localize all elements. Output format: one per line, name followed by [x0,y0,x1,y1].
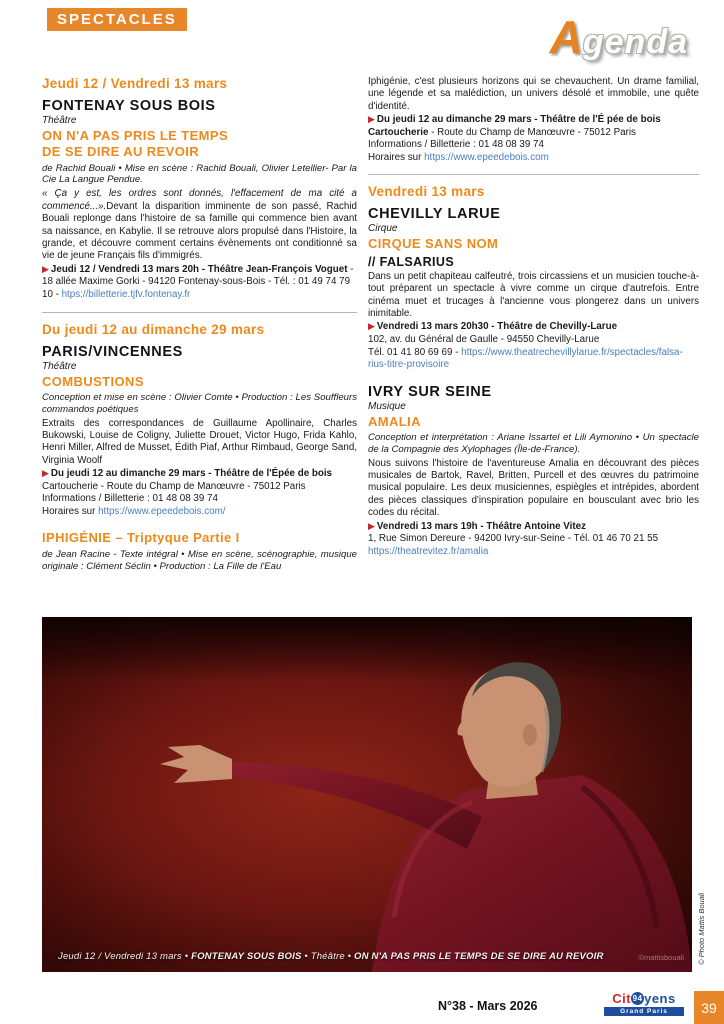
info-hours-label: Horaires sur [42,505,99,517]
logo-text-part1: Cit [612,991,632,1006]
page-number: 39 [694,991,724,1024]
booking-link[interactable]: htps://billetterie.tjfv.fontenay.fr [61,288,191,300]
event-date-heading: Du jeudi 12 au dimanche 29 mars [42,321,265,337]
show-description: Dans un petit chapiteau calfeutré, trois circassiens et un musicien touche-à-tout préparent un spectacle à vivre comme un cirque d'autrefois. Entre cinéma muet et trucages à l'ancienne vous plongerez dans un univers inimitable. [368,270,699,319]
show-title [42,128,357,161]
event-genre: Musique [368,400,406,412]
show-description: Nous suivons l'histoire de l'aventureuse Amalia en découvrant des pièces musicales de Bartok, Ravel, Britten, Purcell et des œuvres du patrimoine musical populaire. Les deux musiciennes, espiègles et intrépides, abordent des pièces classiques d'inspiration populaire en bousculant avec brio les codes du récital. [368,457,699,519]
left-column [42,76,357,574]
photo-credit-vertical: © Photo Mattis Bouali [697,892,706,965]
event-city: CHEVILLY LARUE [368,206,501,223]
photo-illustration [42,617,692,972]
caption-title: ON N'A PAS PRIS LE TEMPS DE SE DIRE AU REVOIR [354,951,604,962]
show-description: Iphigénie, c'est plusieurs horizons qui se chevauchent. Un drame familial, une légende et sa malédiction, un univers désolé et immobile, une quête d'identité. [368,76,699,112]
info-phone: Informations / Billetterie : 01 48 08 39 74 [368,139,544,151]
publisher-logo-word [604,992,684,1006]
info-date-venue: Vendredi 13 mars 19h - Théâtre Antoine Vitez [376,520,586,532]
quote-text: « Ça y est, les ordres sont donnés, l'effacement de ma cité a commencé...». [42,188,357,212]
event-city: IVRY SUR SEINE [368,383,492,400]
info-phone: Tél. 01 41 80 69 69 - [368,346,462,358]
info-venue-name: Cartoucherie [368,126,429,138]
practical-info [368,321,699,371]
info-date-venue: Du jeudi 12 au dimanche 29 mars - Théâtre de l'Épée de bois [50,468,333,480]
caption-genre: • Théâtre • [301,951,355,962]
agenda-logo-letter-a: A [549,11,583,63]
info-address: Cartoucherie - Route du Champ de Manœuvre - 75012 Paris [42,480,306,492]
section-separator [368,174,699,175]
event-genre: Cirque [368,223,398,235]
venue-link[interactable]: https://www.theatrechevillylarue.fr/spectacles/falsa-rius-titre-provisoire [368,346,683,371]
practical-info [42,264,357,302]
publisher-logo [604,992,684,1016]
event-city: FONTENAY SOUS BOIS [42,98,216,114]
show-description: Extraits des correspondances de Guillaume Apollinaire, Charles Bukowski, Louise de Coligny, Juliette Drouet, Victor Hugo, Frida Kahlo, Henri Miller, Alfred de Musset, Édith Piaf, Arthur Rimbaud, George Sand, Virginia Woolf [42,417,357,466]
caption-city: FONTENAY SOUS BOIS [191,951,302,962]
info-address: - Route du Champ de Manœuvre - 75012 Paris [428,126,636,138]
info-address: 102, av. du Général de Gaulle - 94550 Chevilly-Larue [368,333,600,345]
arrow-icon: ▶ [42,468,49,479]
agenda-logo [549,11,688,63]
photo-caption [58,951,658,962]
description-text: Devant la disparition imminente de son passé, Rachid Bouali replonge dans l'histoire de sa famille qui commence bien avant sa naissance, en Kabylie. Il se retrouve alors propulsé dans l'Histoire, la grande, et découvre comment certains évènements ont conditionné sa vie de jeune Français fils d'immigrés. [42,200,357,262]
arrow-icon: ▶ [42,263,49,274]
show-title-line1: ON N'A PAS PRIS LE TEMPS [42,128,229,143]
info-date-venue: Vendredi 13 mars 20h30 - Théâtre de Chevilly-Larue [376,321,618,333]
info-phone: Informations / Billetterie : 01 48 08 39 74 [42,493,218,505]
caption-date: Jeudi 12 / Vendredi 13 mars • [58,951,192,962]
show-credits: Conception et mise en scène : Olivier Comte • Production : Les Souffleurs commandos poétiques [42,391,357,415]
show-title: AMALIA [368,413,421,429]
venue-link[interactable]: https://www.epeedebois.com [424,151,549,163]
event-genre: Théâtre [42,115,77,126]
info-address: 1, Rue Simon Dereure - 94200 Ivry-sur-Seine - Tél. 01 46 70 21 55 [368,533,659,545]
show-title: CIRQUE SANS NOM [368,236,499,252]
show-title-line2: DE SE DIRE AU REVOIR [42,144,200,160]
venue-link[interactable]: https://theatrevitez.fr/amalia [368,545,489,557]
section-badge: SPECTACLES [47,8,187,31]
event-date-heading: Vendredi 13 mars [368,184,485,200]
photo-credit: ©mattisbouali [638,953,684,962]
logo-94-badge: 94 [632,994,643,1003]
practical-info [368,521,699,559]
arrow-icon: ▶ [368,321,375,332]
section-separator [42,312,357,313]
issue-label: N°38 - Mars 2026 [438,999,538,1013]
info-date-venue: Jeudi 12 / Vendredi 13 mars 20h - Théâtre Jean-François Voguet [50,263,348,275]
publisher-logo-banner: Grand Paris [604,1007,684,1016]
show-credits: de Jean Racine - Texte intégral • Mise en scène, scénographie, musique originale : Clément Séclin • Production : La Fille de l'Eau [42,548,357,572]
practical-info [42,468,357,518]
practical-info [368,114,699,164]
show-title: IPHIGÉNIE – Triptyque Partie I [42,530,240,546]
arrow-icon: ▶ [368,520,375,531]
info-address: - 18 allée Maxime Gorki - 94120 Fontenay-sous-Bois - Tél. : 01 49 74 79 10 - [42,263,354,300]
info-date-venue: Du jeudi 12 au dimanche 29 mars - Théâtre de l'É pée de bois [376,114,661,126]
show-credits: de Rachid Bouali • Mise en scène : Rachid Bouali, Olivier Letellier- Par la Cie La Langue Pendue. [42,162,357,186]
event-photo [42,617,692,972]
show-subtitle: // FALSARIUS [368,254,455,269]
event-city: PARIS/VINCENNES [42,343,183,360]
event-genre: Théâtre [42,360,77,372]
venue-link[interactable]: https://www.epeedebois.com/ [98,505,226,517]
event-date-heading: Jeudi 12 / Vendredi 13 mars [42,76,228,91]
show-description [42,188,357,263]
show-credits: Conception et interprétation : Ariane Issartel et Lili Aymonino • Un spectacle de la Compagnie des Xylophages (Île-de-France). [368,431,699,455]
show-title: COMBUSTIONS [42,373,144,389]
arrow-icon: ▶ [368,114,375,125]
info-hours-label: Horaires sur [368,151,425,163]
agenda-logo-rest: genda [582,23,688,61]
logo-text-part2: yens [644,991,676,1006]
right-column [368,76,699,558]
